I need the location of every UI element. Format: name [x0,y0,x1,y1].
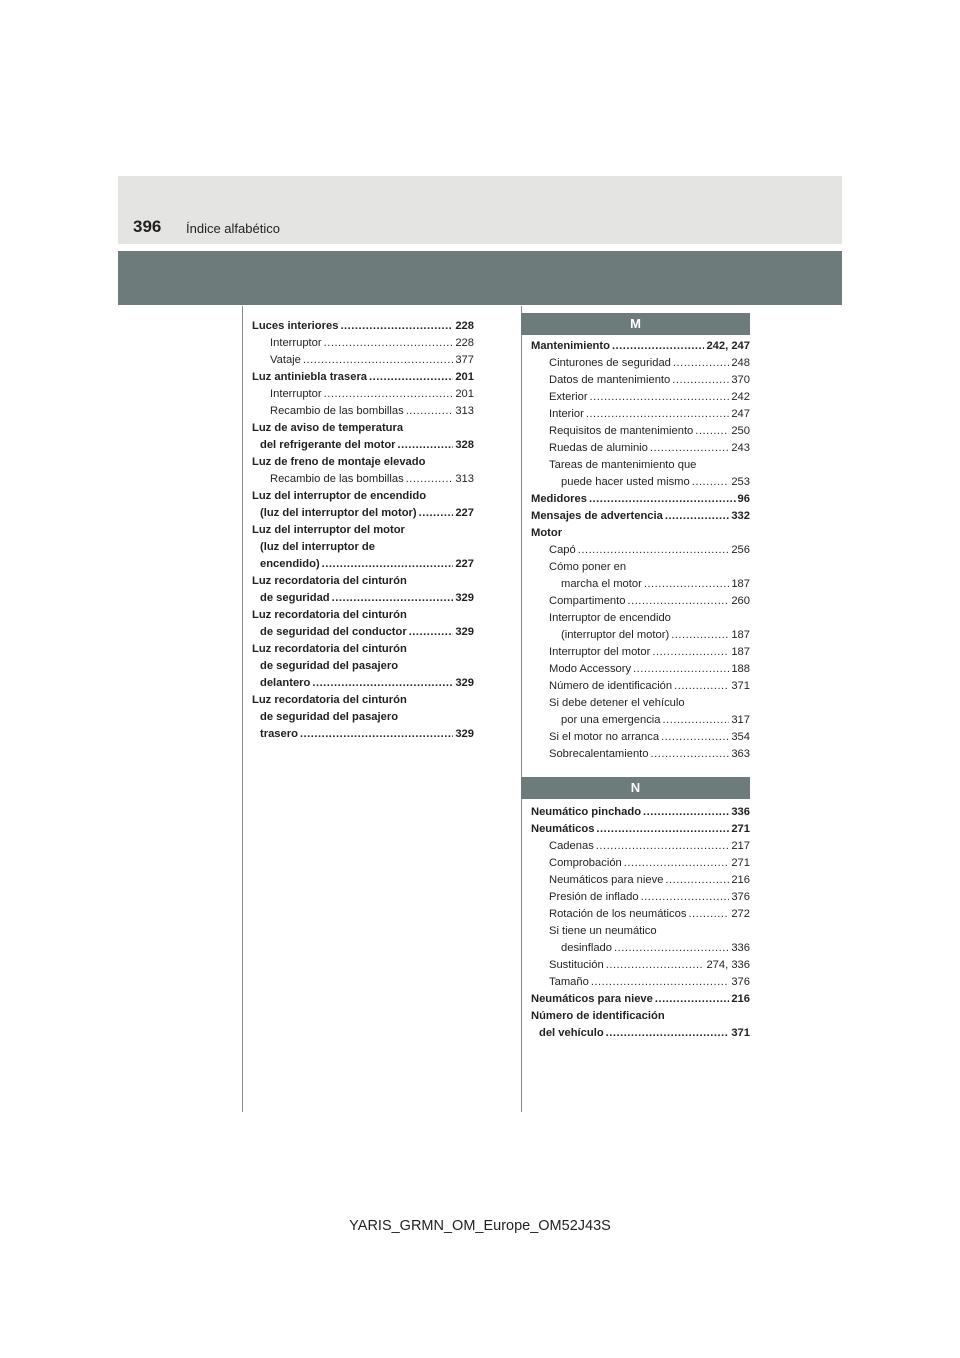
dot-leader [661,729,729,746]
dot-leader [665,508,729,525]
index-entry [531,593,750,610]
dot-leader [674,678,729,695]
index-term: Datos de mantenimiento [549,374,671,386]
page-reference: 217 [731,840,750,852]
page-reference: 313 [455,405,474,417]
index-term: de seguridad [260,592,330,604]
index-term: Capó [549,544,576,556]
index-entry [531,525,750,542]
index-term: Luz del interruptor de encendido [252,490,427,502]
index-term: Neumáticos [531,823,595,835]
index-term: Interruptor [270,388,322,400]
letter-heading-m: M [521,313,750,335]
index-entry [531,355,750,372]
dot-leader [322,556,454,573]
index-term: Neumáticos para nieve [549,874,664,886]
section-title: Índice alfabético [186,221,280,236]
index-term: Mensajes de advertencia [531,510,663,522]
index-term: Comprobación [549,857,622,869]
index-entry [252,403,474,420]
index-entry [531,542,750,559]
document-footer: YARIS_GRMN_OM_Europe_OM52J43S [349,1218,611,1234]
index-term: Luz recordatoria del cinturón [252,575,407,587]
index-term: de seguridad del pasajero [260,711,399,723]
index-entry [531,576,750,593]
index-term: Sustitución [549,959,604,971]
index-term: Rotación de los neumáticos [549,908,687,920]
index-entry [531,389,750,406]
dot-leader [612,338,705,355]
index-term: Si tiene un neumático [549,925,657,937]
page-reference: 216 [731,993,750,1005]
index-term: del refrigerante del motor [260,439,396,451]
index-entry [252,726,474,743]
index-term: Compartimento [549,595,626,607]
index-entry [531,729,750,746]
index-entry [252,471,474,488]
dot-leader [692,474,730,491]
index-term: Tareas de mantenimiento que [549,459,697,471]
page-reference: 253 [731,476,750,488]
dot-leader [673,355,729,372]
index-term: Luz de freno de montaje elevado [252,456,426,468]
page-reference: 248 [731,357,750,369]
index-term: Tamaño [549,976,589,988]
page-reference: 272 [731,908,750,920]
dot-leader [665,872,729,889]
index-entry [531,644,750,661]
dot-leader [663,712,730,729]
dot-leader [643,804,729,821]
index-term: Interruptor de encendido [549,612,671,624]
index-section-m [531,338,750,763]
index-entry [531,712,750,729]
index-entry [252,658,474,675]
page-reference: 243 [731,442,750,454]
page-reference: 228 [455,337,474,349]
index-column-left [252,318,474,743]
page-reference: 317 [731,714,750,726]
dot-leader [651,746,730,763]
index-term: Luz recordatoria del cinturón [252,643,407,655]
index-entry [252,522,474,539]
index-entry [531,872,750,889]
index-term: Exterior [549,391,588,403]
index-term: Si debe detener el vehículo [549,697,685,709]
index-entry [252,318,474,335]
dot-leader [671,627,729,644]
index-entry [252,335,474,352]
index-term: Luz del interruptor del motor [252,524,405,536]
index-entry [252,692,474,709]
index-entry [531,627,750,644]
dot-leader [652,644,729,661]
index-entry [252,539,474,556]
dot-leader [695,423,729,440]
dot-leader [303,352,453,369]
index-entry [531,440,750,457]
page-reference: 260 [731,595,750,607]
index-term: puede hacer usted mismo [561,476,690,488]
page-reference: 228 [455,320,474,332]
dot-leader [688,906,729,923]
dot-leader [419,505,454,522]
index-entry [531,838,750,855]
index-entry [531,889,750,906]
dot-leader [596,821,729,838]
page-reference: 96 [737,493,750,505]
page-reference: 336 [731,806,750,818]
index-term: (luz del interruptor de [260,541,375,553]
dot-leader [312,675,453,692]
page-reference: 242 [731,391,750,403]
dot-leader [332,590,454,607]
index-term: Interruptor [270,337,322,349]
index-term: Luz recordatoria del cinturón [252,609,407,621]
dot-leader [409,624,454,641]
index-entry [252,607,474,624]
page-reference: 227 [455,507,474,519]
page-reference: 216 [731,874,750,886]
dot-leader [596,838,730,855]
index-term: Recambio de las bombillas [270,473,404,485]
index-term: Neumáticos para nieve [531,993,653,1005]
index-entry [531,1025,750,1042]
page-reference: 329 [455,626,474,638]
index-entry [531,474,750,491]
left-column-rule [242,306,243,1112]
index-entry [252,573,474,590]
index-term: Número de identificación [531,1010,665,1022]
index-entry [531,508,750,525]
index-term: Luz recordatoria del cinturón [252,694,407,706]
page-reference: 187 [731,578,750,590]
index-entry [531,610,750,627]
dot-leader [406,403,454,420]
index-entry [252,505,474,522]
dot-leader [641,889,730,906]
index-term: Sobrecalentamiento [549,748,649,760]
index-term: Luz de aviso de temperatura [252,422,404,434]
page-reference: 363 [731,748,750,760]
page-reference: 187 [731,646,750,658]
dot-leader [340,318,453,335]
index-term: de seguridad del conductor [260,626,407,638]
dot-leader [633,661,729,678]
page-reference: 336 [731,942,750,954]
index-entry [531,423,750,440]
dot-leader [614,940,729,957]
index-term: Luces interiores [252,320,339,332]
page-reference: 201 [455,388,474,400]
index-term: delantero [260,677,311,689]
index-entry [531,923,750,940]
page-reference: 371 [731,1027,750,1039]
index-entry [252,352,474,369]
dot-leader [590,389,730,406]
index-term: marcha el motor [561,578,642,590]
index-entry [531,804,750,821]
index-term: Ruedas de aluminio [549,442,648,454]
index-term: Cómo poner en [549,561,627,573]
page-reference: 328 [455,439,474,451]
index-entry [531,559,750,576]
index-term: Interruptor del motor [549,646,651,658]
index-term: trasero [260,728,298,740]
index-entry [252,675,474,692]
index-entry [252,709,474,726]
index-entry [252,386,474,403]
page-reference: 256 [731,544,750,556]
index-entry [252,624,474,641]
index-term: Si el motor no arranca [549,731,660,743]
index-entry [252,454,474,471]
index-entry [531,906,750,923]
index-term: Motor [531,527,563,539]
index-term: por una emergencia [561,714,661,726]
dot-leader [586,406,730,423]
page-reference: 329 [455,677,474,689]
dot-leader [644,576,730,593]
index-entry [531,746,750,763]
dot-leader [324,386,454,403]
page-reference: 201 [455,371,474,383]
index-term: Luz antiniebla trasera [252,371,368,383]
dot-leader [300,726,453,743]
page-reference: 227 [455,558,474,570]
index-entry [531,678,750,695]
dot-leader [650,440,729,457]
index-entry [531,491,750,508]
index-entry [531,1008,750,1025]
index-entry [252,420,474,437]
page-reference: 242, 247 [706,340,750,352]
index-entry [531,406,750,423]
index-entry [531,991,750,1008]
dot-leader [591,974,730,991]
index-entry [531,855,750,872]
index-entry [531,695,750,712]
index-term: de seguridad del pasajero [260,660,399,672]
index-entry [252,488,474,505]
dot-leader [624,855,730,872]
page-reference: 271 [731,823,750,835]
index-entry [252,641,474,658]
index-entry [531,821,750,838]
index-term: Interior [549,408,584,420]
right-column-rule [521,306,522,1112]
index-entry [252,590,474,607]
page-reference: 188 [731,663,750,675]
letter-heading-n: N [521,777,750,799]
page-reference: 329 [455,592,474,604]
page-reference: 247 [731,408,750,420]
page-reference: 332 [731,510,750,522]
index-term: Recambio de las bombillas [270,405,404,417]
index-section-n [531,804,750,1042]
index-term: Cadenas [549,840,594,852]
index-entry [531,457,750,474]
page-reference: 187 [731,629,750,641]
index-term: Presión de inflado [549,891,639,903]
page-reference: 370 [731,374,750,386]
dot-leader [369,369,453,386]
index-term: encendido) [260,558,320,570]
index-entry [531,974,750,991]
page-reference: 250 [731,425,750,437]
header-title-bar [118,251,842,305]
dot-leader [406,471,454,488]
index-entry [252,369,474,386]
index-term: del vehículo [539,1027,604,1039]
dot-leader [578,542,730,559]
dot-leader [398,437,454,454]
dot-leader [324,335,454,352]
dot-leader [606,1025,730,1042]
index-entry [531,940,750,957]
page-reference: 377 [455,354,474,366]
index-term: Modo Accessory [549,663,632,675]
index-term: Neumático pinchado [531,806,642,818]
page-reference: 313 [455,473,474,485]
index-entry [252,437,474,454]
index-term: Mantenimiento [531,340,610,352]
dot-leader [672,372,729,389]
page-reference: 354 [731,731,750,743]
page-reference: 376 [731,891,750,903]
index-term: Vataje [270,354,301,366]
page-reference: 274, 336 [706,959,750,971]
page-reference: 376 [731,976,750,988]
dot-leader [655,991,729,1008]
dot-leader [589,491,736,508]
page-number: 396 [133,217,162,236]
dot-leader [627,593,729,610]
index-term: Número de identificación [549,680,673,692]
index-term: Cinturones de seguridad [549,357,671,369]
index-term: Medidores [531,493,587,505]
index-entry [531,372,750,389]
index-term: Requisitos de mantenimiento [549,425,694,437]
index-term: (luz del interruptor del motor) [260,507,417,519]
index-entry [531,957,750,974]
page-reference: 371 [731,680,750,692]
index-entry [252,556,474,573]
index-entry [531,661,750,678]
index-term: (interruptor del motor) [561,629,670,641]
index-term: desinflado [561,942,613,954]
page-reference: 329 [455,728,474,740]
page-reference: 271 [731,857,750,869]
index-entry [531,338,750,355]
dot-leader [606,957,705,974]
